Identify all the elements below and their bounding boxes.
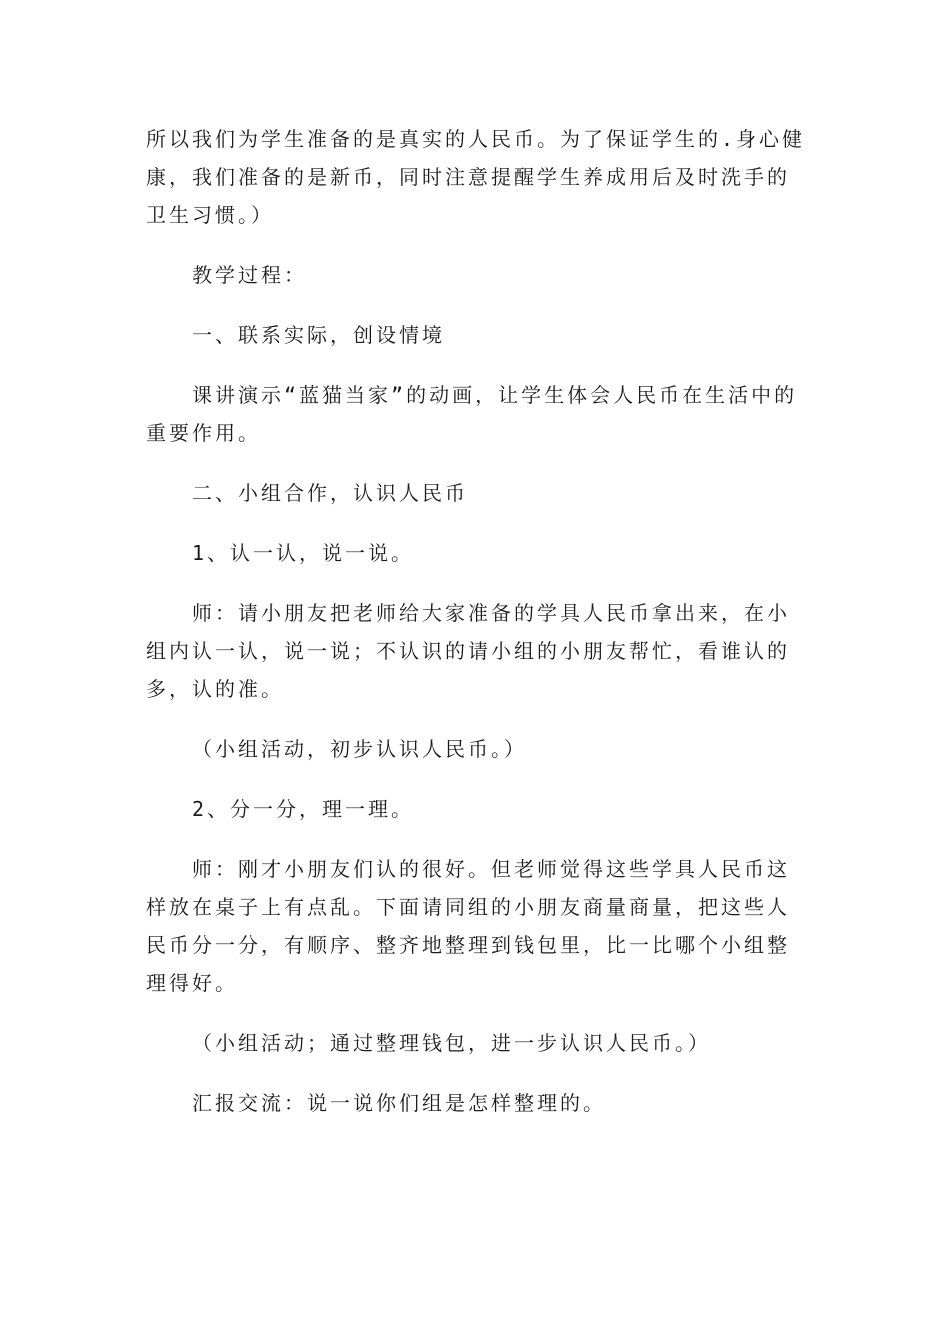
paragraph-2: 教学过程： <box>192 263 307 287</box>
paragraph-7: （小组活动；通过整理钱包，进一步认识人民币。） <box>192 1031 711 1055</box>
paragraph-5: （小组活动，初步认识人民币。） <box>192 737 527 761</box>
paragraph-4: 师：请小朋友把老师给大家准备的学具人民币拿出来，在小组内认一认，说一说；不认识的请小组的小朋友帮忙，看谁认的多，认的准。 <box>146 601 790 701</box>
paragraph-1: 所以我们为学生准备的是真实的人民币。为了保证学生的.身心健康，我们准备的是新币，同时注意提醒学生养成用后及时洗手的卫生习惯。） <box>146 127 806 227</box>
section-heading-2: 二、小组合作，认识人民币 <box>192 481 468 505</box>
paragraph-6: 师：刚才小朋友们认的很好。但老师觉得这些学具人民币这样放在桌子上有点乱。下面请同组的小朋友商量商量，把这些人民币分一分，有顺序、整齐地整理到钱包里，比一比哪个小组整理得好。 <box>146 857 790 995</box>
step-heading-2: 2、分一分，理一理。 <box>192 797 415 821</box>
paragraph-8: 汇报交流：说一说你们组是怎样整理的。 <box>192 1091 606 1115</box>
section-heading-1: 一、联系实际，创设情境 <box>192 323 445 347</box>
document-body <box>146 120 806 1122</box>
step-heading-1: 1、认一认，说一说。 <box>192 541 415 565</box>
paragraph-3: 课讲演示“蓝猫当家”的动画，让学生体会人民币在生活中的重要作用。 <box>146 383 798 445</box>
